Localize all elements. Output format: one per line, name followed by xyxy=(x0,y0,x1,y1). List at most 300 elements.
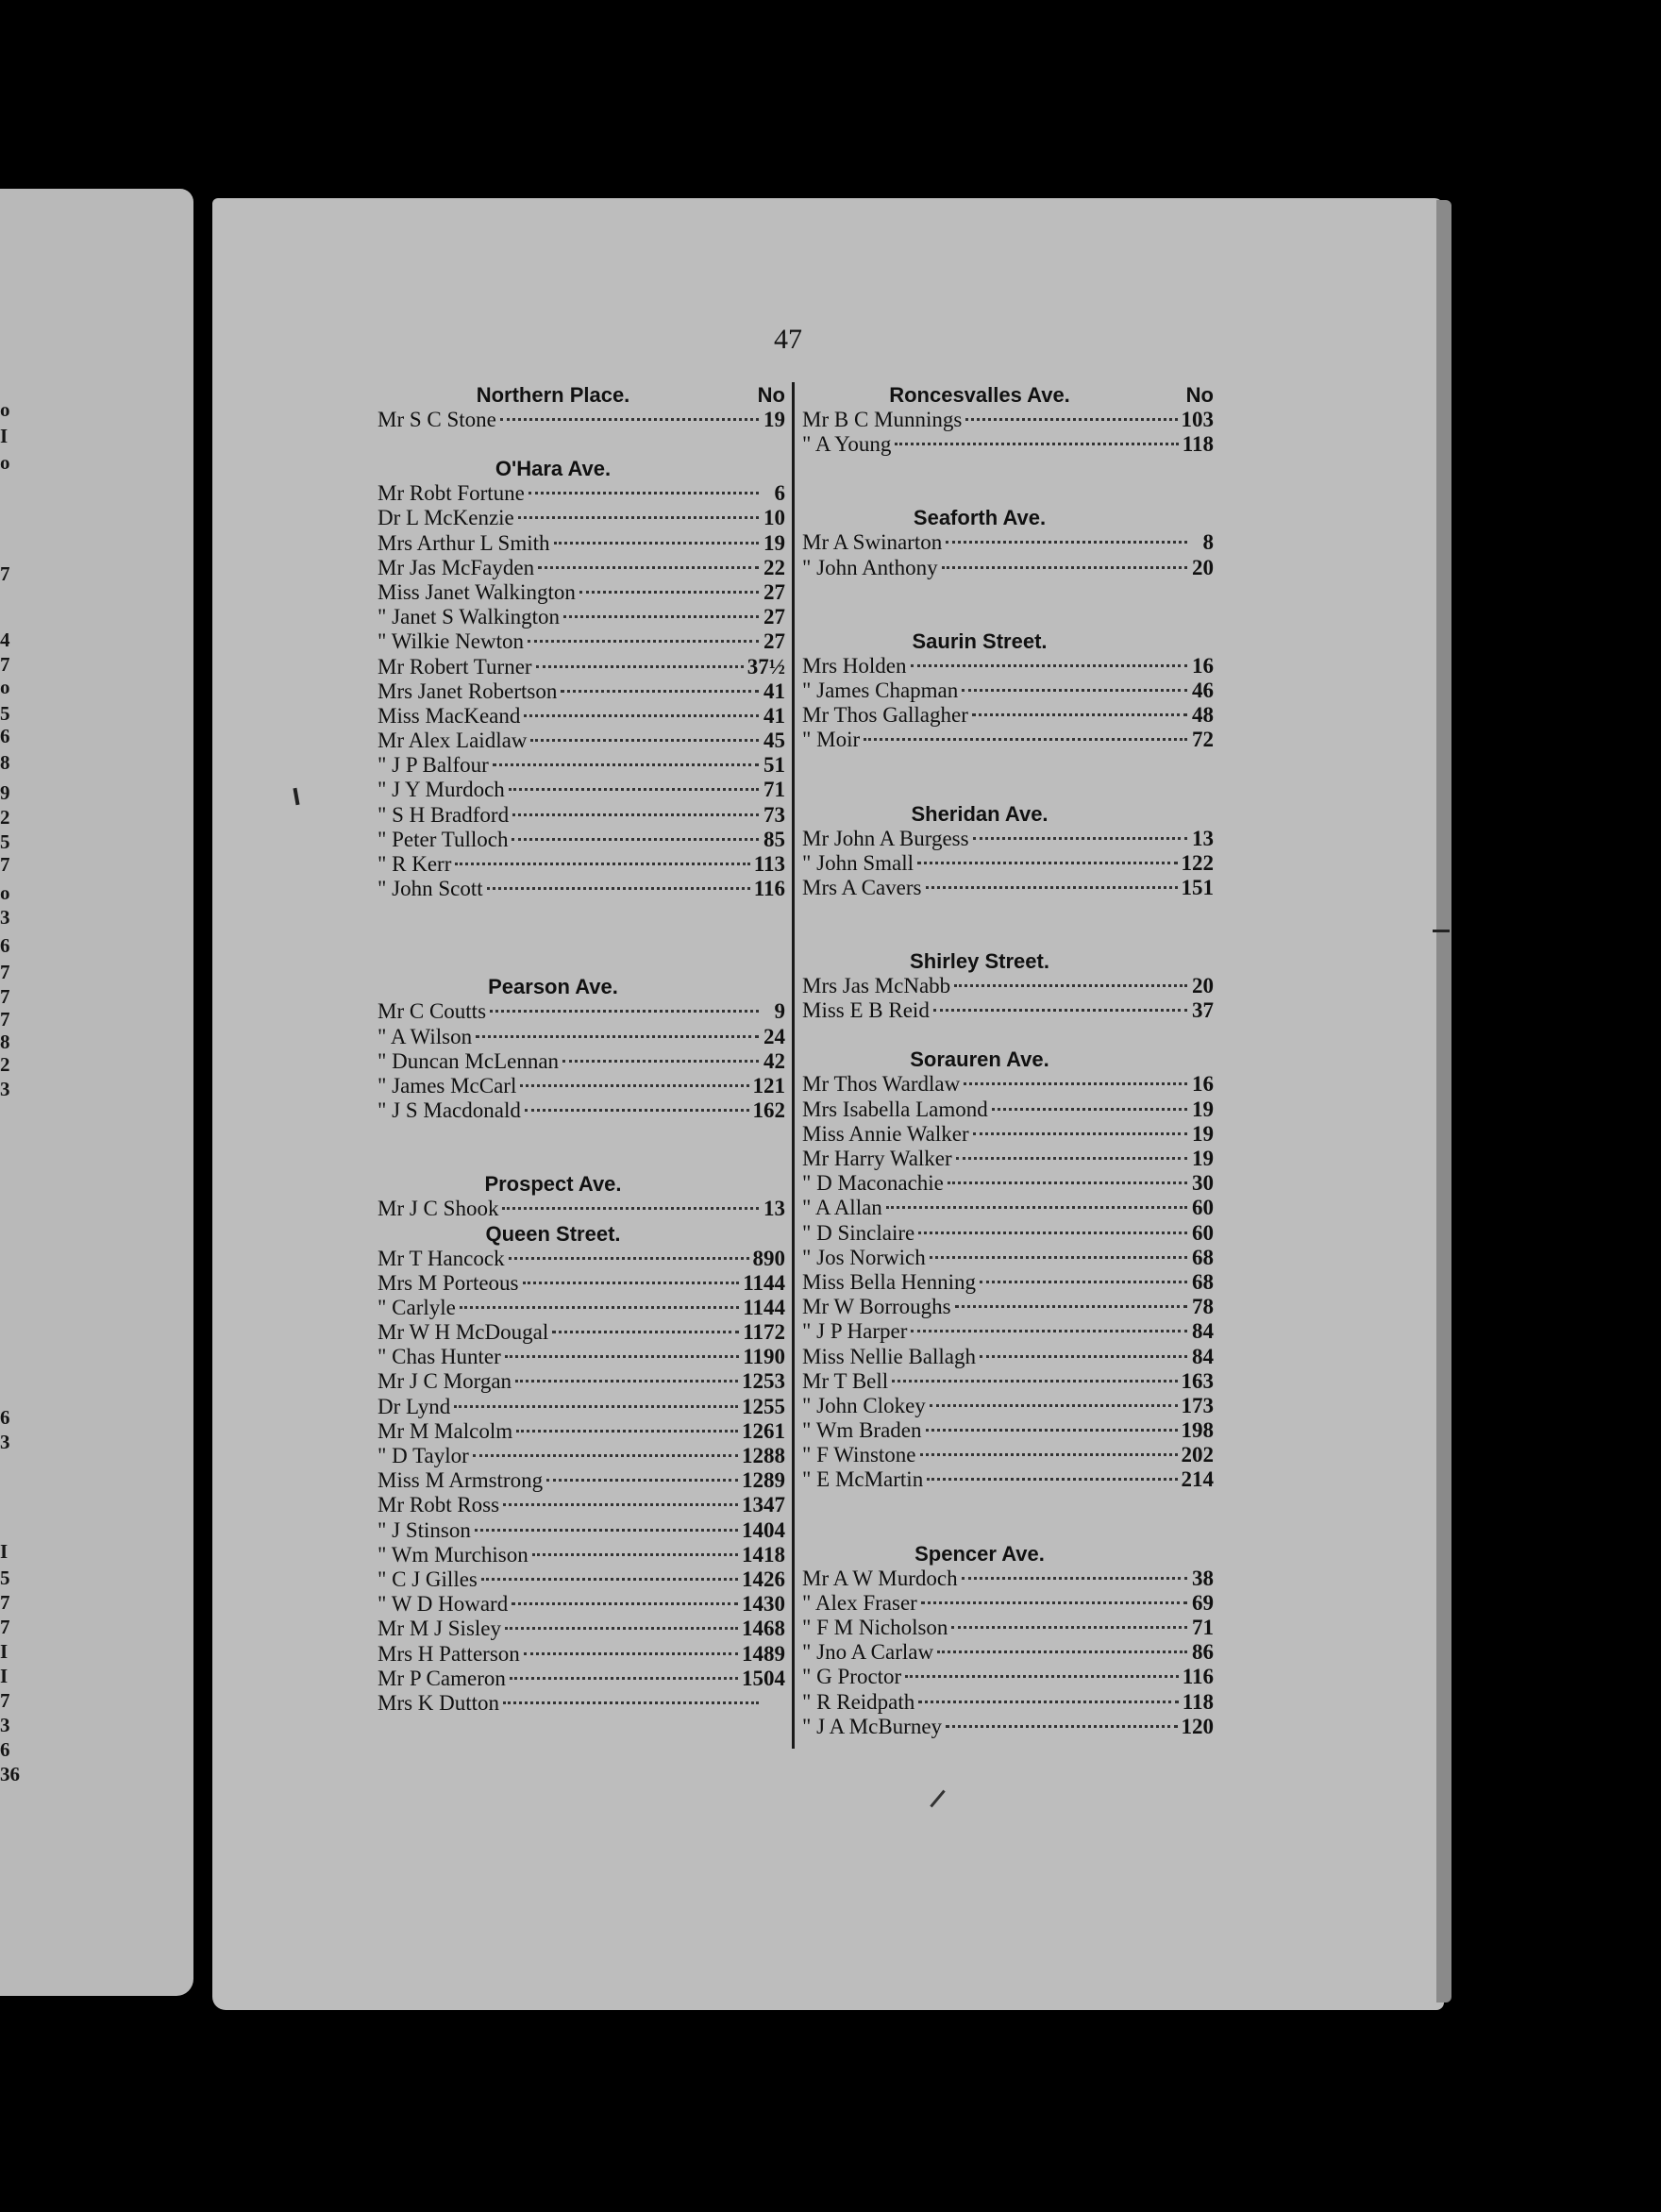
directory-entry xyxy=(802,851,1214,876)
house-number: 1190 xyxy=(743,1345,785,1369)
leader-dots xyxy=(962,689,1187,692)
directory-entry xyxy=(802,1418,1214,1443)
leader-dots xyxy=(528,640,759,643)
house-number: 1289 xyxy=(742,1468,785,1493)
resident-name: " J S Macdonald xyxy=(378,1098,521,1123)
house-number: 121 xyxy=(752,1073,785,1098)
resident-name: " Jno A Carlaw xyxy=(802,1640,934,1665)
house-number: 890 xyxy=(752,1246,785,1270)
resident-name: Mrs Isabella Lamond xyxy=(802,1097,988,1121)
directory-entry xyxy=(378,1667,785,1691)
directory-entry xyxy=(378,1049,785,1074)
leader-dots xyxy=(552,1331,739,1333)
resident-name: Mr T Hancock xyxy=(378,1246,505,1270)
leader-dots xyxy=(503,1503,738,1506)
resident-name: " Carlyle xyxy=(378,1295,456,1319)
directory-entry xyxy=(802,827,1214,851)
resident-name: Mrs Holden xyxy=(802,653,907,678)
resident-name: " J Stinson xyxy=(378,1517,471,1542)
directory-entry xyxy=(378,556,785,580)
leader-dots xyxy=(579,591,759,594)
resident-name: " F M Nicholson xyxy=(802,1616,948,1639)
house-number: 151 xyxy=(1181,875,1214,899)
leader-dots xyxy=(518,516,759,519)
house-number: 1255 xyxy=(742,1394,785,1418)
resident-name: Miss Janet Walkington xyxy=(378,579,576,604)
directory-entry xyxy=(378,506,785,530)
leader-dots xyxy=(476,1035,759,1038)
street-heading xyxy=(802,802,1214,827)
street-name: O'Hara Ave. xyxy=(495,457,612,481)
left-column xyxy=(378,383,785,1716)
resident-name: Mr Thos Wardlaw xyxy=(802,1072,961,1097)
directory-entry xyxy=(378,753,785,778)
leader-dots xyxy=(538,566,759,569)
leader-dots xyxy=(956,1157,1187,1160)
house-number: 103 xyxy=(1181,408,1214,431)
leader-dots xyxy=(512,1602,738,1605)
facing-page-number: 8 xyxy=(0,1031,10,1053)
leader-dots xyxy=(523,1282,740,1284)
leader-dots xyxy=(505,1627,738,1630)
directory-entry xyxy=(378,679,785,704)
resident-name: Mr John A Burgess xyxy=(802,826,969,850)
house-number: 162 xyxy=(752,1098,785,1123)
resident-name: " J A McBurney xyxy=(802,1714,943,1738)
directory-entry xyxy=(378,655,785,679)
facing-page-number: 8 xyxy=(0,751,10,774)
directory-entry xyxy=(378,605,785,629)
facing-page-number: 5 xyxy=(0,1567,10,1589)
facing-page-number: I xyxy=(0,425,8,447)
directory-entry xyxy=(802,1394,1214,1418)
street-heading xyxy=(802,629,1214,654)
directory-entry xyxy=(802,1122,1214,1147)
resident-name: Mrs H Patterson xyxy=(378,1641,520,1666)
resident-name: " Jos Norwich xyxy=(802,1245,926,1269)
leader-dots xyxy=(937,1651,1187,1653)
leader-dots xyxy=(546,1479,738,1482)
directory-entry xyxy=(802,1369,1214,1394)
house-number: 27 xyxy=(763,605,785,629)
resident-name: Mrs M Porteous xyxy=(378,1270,519,1295)
directory-entry xyxy=(378,531,785,556)
page-edge xyxy=(1436,200,1451,2003)
resident-name: " A Allan xyxy=(802,1196,882,1220)
house-number: 1144 xyxy=(743,1270,785,1295)
house-number: 10 xyxy=(763,506,785,530)
house-number: 173 xyxy=(1181,1393,1214,1417)
leader-dots xyxy=(509,1257,749,1260)
section-gap xyxy=(378,1123,785,1172)
house-number: 22 xyxy=(763,555,785,579)
house-number: 16 xyxy=(1192,1072,1214,1097)
house-number: 19 xyxy=(763,530,785,555)
leader-dots xyxy=(524,1652,738,1655)
house-number: 1404 xyxy=(742,1517,785,1542)
house-number: 113 xyxy=(753,852,785,876)
facing-page-number: I xyxy=(0,1665,8,1687)
directory-entry xyxy=(378,1025,785,1049)
house-number: 69 xyxy=(1192,1590,1214,1615)
house-number: 48 xyxy=(1192,703,1214,728)
facing-page-number: 5 xyxy=(0,830,10,853)
leader-dots xyxy=(980,1281,1187,1283)
resident-name: Miss Bella Henning xyxy=(802,1269,976,1294)
leader-dots xyxy=(930,1256,1187,1259)
directory-entry xyxy=(802,1295,1214,1319)
resident-name: Mrs Janet Robertson xyxy=(378,679,558,703)
leader-dots xyxy=(973,837,1187,840)
leader-dots xyxy=(933,1009,1187,1012)
resident-name: " Wm Braden xyxy=(802,1418,922,1443)
directory-entry xyxy=(378,1617,785,1641)
leader-dots xyxy=(918,1232,1187,1234)
resident-name: Mrs K Dutton xyxy=(378,1690,500,1715)
leader-dots xyxy=(972,713,1187,716)
resident-name: Mrs Jas McNabb xyxy=(802,974,951,998)
section-gap xyxy=(802,753,1214,802)
house-number: 51 xyxy=(763,753,785,778)
leader-dots xyxy=(926,886,1178,889)
resident-name: " Chas Hunter xyxy=(378,1345,501,1369)
leader-dots xyxy=(532,1553,738,1556)
directory-entry xyxy=(378,999,785,1024)
street-name: Sorauren Ave. xyxy=(910,1047,1049,1072)
leader-dots xyxy=(500,418,759,421)
directory-entry xyxy=(378,1493,785,1517)
leader-dots xyxy=(926,1429,1178,1432)
house-number: 20 xyxy=(1192,974,1214,998)
directory-entry xyxy=(802,974,1214,998)
directory-entry xyxy=(802,703,1214,728)
house-number: 73 xyxy=(763,802,785,827)
house-number: 86 xyxy=(1192,1640,1214,1665)
resident-name: Miss E B Reid xyxy=(802,998,930,1023)
section-gap xyxy=(802,900,1214,949)
house-number: 9 xyxy=(774,999,785,1024)
house-number: 6 xyxy=(774,481,785,506)
resident-name: Mr M J Sisley xyxy=(378,1617,501,1641)
house-number: 27 xyxy=(763,579,785,604)
leader-dots xyxy=(563,615,759,618)
resident-name: " R Kerr xyxy=(378,852,452,876)
resident-name: Mr Alex Laidlaw xyxy=(378,729,528,753)
number-column-label: No xyxy=(1185,383,1214,407)
leader-dots xyxy=(554,542,759,545)
house-number: 1253 xyxy=(742,1369,785,1394)
facing-page-number: 3 xyxy=(0,1078,10,1100)
street-name: Shirley Street. xyxy=(910,949,1049,974)
leader-dots xyxy=(921,1601,1187,1604)
resident-name: Mr M Malcolm xyxy=(378,1418,513,1443)
house-number: 38 xyxy=(1192,1566,1214,1590)
resident-name: Miss MacKeand xyxy=(378,703,521,728)
house-number: 41 xyxy=(763,679,785,703)
leader-dots xyxy=(864,738,1187,741)
house-number: 1144 xyxy=(743,1295,785,1319)
leader-dots xyxy=(505,1355,740,1358)
house-number: 118 xyxy=(1182,432,1214,457)
house-number: 41 xyxy=(763,703,785,728)
section-gap xyxy=(378,432,785,457)
resident-name: Mr Robt Ross xyxy=(378,1493,500,1517)
facing-page-number: o xyxy=(0,676,10,698)
house-number: 27 xyxy=(763,629,785,654)
resident-name: Mrs Arthur L Smith xyxy=(378,530,550,555)
leader-dots xyxy=(525,1109,749,1112)
facing-page-number: 5 xyxy=(0,702,10,725)
directory-entry xyxy=(802,432,1214,457)
section-gap xyxy=(802,1493,1214,1542)
directory-entry xyxy=(802,1467,1214,1492)
directory-entry xyxy=(378,1642,785,1667)
street-heading xyxy=(378,975,785,999)
facing-page-number: 7 xyxy=(0,1689,10,1712)
directory-entry xyxy=(378,877,785,901)
directory-entry xyxy=(802,679,1214,703)
directory-entry xyxy=(378,1345,785,1369)
right-column xyxy=(802,383,1214,1739)
house-number: 1504 xyxy=(742,1666,785,1690)
leader-dots xyxy=(512,838,759,841)
directory-entry xyxy=(802,876,1214,900)
facing-page-number: 7 xyxy=(0,1008,10,1031)
house-number: 71 xyxy=(763,778,785,802)
directory-entry xyxy=(802,1196,1214,1220)
leader-dots xyxy=(487,887,750,890)
resident-name: " Moir xyxy=(802,728,861,752)
leader-dots xyxy=(911,664,1187,667)
leader-dots xyxy=(509,788,759,791)
house-number: 122 xyxy=(1181,850,1214,875)
facing-page-number: I xyxy=(0,1540,8,1563)
house-number: 72 xyxy=(1192,728,1214,752)
directory-entry xyxy=(378,852,785,877)
street-name: Pearson Ave. xyxy=(488,975,618,999)
street-name: Sheridan Ave. xyxy=(911,801,1049,826)
street-heading xyxy=(802,506,1214,530)
resident-name: Mrs A Cavers xyxy=(802,875,922,899)
directory-entry xyxy=(378,828,785,852)
directory-entry xyxy=(378,803,785,828)
house-number: 13 xyxy=(763,1197,785,1221)
house-number: 78 xyxy=(1192,1295,1214,1319)
house-number: 42 xyxy=(763,1048,785,1073)
resident-name: Mr T Bell xyxy=(802,1368,889,1393)
house-number: 1288 xyxy=(742,1444,785,1467)
leader-dots xyxy=(475,1529,738,1532)
resident-name: " J P Balfour xyxy=(378,753,489,778)
directory-entry xyxy=(802,530,1214,555)
house-number: 116 xyxy=(1182,1665,1214,1689)
facing-page-number: 2 xyxy=(0,806,10,829)
leader-dots xyxy=(886,1206,1187,1209)
facing-page-number: o xyxy=(0,881,10,904)
section-gap xyxy=(802,457,1214,506)
resident-name: " Peter Tulloch xyxy=(378,827,509,851)
leader-dots xyxy=(920,1453,1178,1456)
facing-page-number: 6 xyxy=(0,934,10,957)
directory-entry xyxy=(802,1665,1214,1689)
leader-dots xyxy=(992,1108,1187,1111)
house-number: 116 xyxy=(753,877,785,901)
house-number: 16 xyxy=(1192,653,1214,678)
house-number: 19 xyxy=(1192,1097,1214,1121)
leader-dots xyxy=(918,1701,1178,1703)
directory-entry xyxy=(378,1592,785,1617)
number-column-label: No xyxy=(757,383,785,407)
directory-entry xyxy=(378,1271,785,1296)
leader-dots xyxy=(561,690,759,693)
leader-dots xyxy=(516,1430,738,1433)
leader-dots xyxy=(927,1478,1177,1481)
directory-entry xyxy=(378,1691,785,1716)
house-number: 1430 xyxy=(742,1592,785,1617)
directory-entry xyxy=(802,1098,1214,1122)
leader-dots xyxy=(455,863,749,865)
facing-page-number: 7 xyxy=(0,961,10,983)
facing-page-number: 7 xyxy=(0,562,10,585)
resident-name: Mr Robt Fortune xyxy=(378,481,525,506)
section-gap xyxy=(802,580,1214,629)
house-number: 19 xyxy=(1192,1121,1214,1146)
street-name: Saurin Street. xyxy=(912,628,1048,653)
resident-name: Mr J C Shook xyxy=(378,1197,499,1221)
resident-name: Dr Lynd xyxy=(378,1394,451,1418)
facing-page-number: I xyxy=(0,1640,8,1663)
street-heading xyxy=(378,1222,785,1247)
directory-entry xyxy=(802,408,1214,432)
leader-dots xyxy=(948,1181,1187,1184)
directory-entry xyxy=(802,556,1214,580)
directory-entry xyxy=(378,580,785,605)
directory-entry xyxy=(378,778,785,802)
facing-page-number: o xyxy=(0,398,10,421)
resident-name: " A Young xyxy=(802,432,892,457)
house-number: 198 xyxy=(1181,1418,1214,1443)
directory-entry xyxy=(802,1221,1214,1246)
column-divider xyxy=(792,382,795,1749)
resident-name: Mr Robert Turner xyxy=(378,654,532,679)
facing-page-number: 9 xyxy=(0,781,10,804)
resident-name: " Alex Fraser xyxy=(802,1590,917,1615)
directory-entry xyxy=(802,1715,1214,1739)
directory-entry xyxy=(802,1567,1214,1591)
directory-entry xyxy=(378,1369,785,1394)
directory-entry xyxy=(378,704,785,729)
leader-dots xyxy=(524,714,759,717)
street-heading xyxy=(378,383,785,408)
house-number: 19 xyxy=(1192,1147,1214,1170)
house-number: 24 xyxy=(763,1024,785,1048)
directory-entry xyxy=(378,1567,785,1592)
house-number: 30 xyxy=(1192,1171,1214,1196)
directory-entry xyxy=(378,408,785,432)
street-heading xyxy=(802,949,1214,974)
resident-name: Mr S C Stone xyxy=(378,408,496,431)
leader-dots xyxy=(481,1578,738,1581)
directory-entry xyxy=(378,1247,785,1271)
leader-dots xyxy=(892,1380,1177,1382)
street-heading xyxy=(802,1542,1214,1567)
house-number: 37 xyxy=(1192,998,1214,1023)
leader-dots xyxy=(946,541,1187,544)
leader-dots xyxy=(942,566,1187,569)
facing-page-number: 7 xyxy=(0,853,10,876)
directory-entry xyxy=(802,654,1214,679)
facing-page-numbers xyxy=(0,189,193,1996)
leader-dots xyxy=(460,1306,739,1309)
resident-name: " John Scott xyxy=(378,877,483,901)
house-number: 202 xyxy=(1181,1443,1214,1467)
leader-dots xyxy=(473,1454,738,1457)
resident-name: " D Maconachie xyxy=(802,1171,944,1196)
leader-dots xyxy=(955,1305,1187,1308)
directory-entry xyxy=(802,1246,1214,1270)
facing-page-number: 3 xyxy=(0,1714,10,1736)
house-number: 68 xyxy=(1192,1269,1214,1294)
leader-dots xyxy=(905,1675,1179,1678)
resident-name: Mr W H McDougal xyxy=(378,1320,549,1345)
resident-name: " Janet S Walkington xyxy=(378,605,561,629)
street-heading xyxy=(802,1047,1214,1072)
house-number: 46 xyxy=(1192,678,1214,702)
resident-name: Miss Annie Walker xyxy=(802,1121,969,1146)
resident-name: " G Proctor xyxy=(802,1665,902,1689)
leader-dots xyxy=(973,1132,1187,1135)
house-number: 1347 xyxy=(742,1493,785,1517)
leader-dots xyxy=(503,1701,759,1704)
leader-dots xyxy=(490,1010,759,1013)
leader-dots xyxy=(536,665,744,668)
facing-page-number: 7 xyxy=(0,985,10,1008)
street-name: Seaforth Ave. xyxy=(913,506,1047,530)
leader-dots xyxy=(515,1380,738,1382)
resident-name: " D Sinclaire xyxy=(802,1220,915,1245)
resident-name: " W D Howard xyxy=(378,1592,509,1617)
street-name: Roncesvalles Ave. xyxy=(889,383,1070,407)
house-number: 163 xyxy=(1181,1368,1214,1393)
house-number: 20 xyxy=(1192,555,1214,579)
leader-dots xyxy=(962,1577,1187,1580)
street-name: Northern Place. xyxy=(476,383,630,407)
leader-dots xyxy=(954,984,1187,987)
directory-entry xyxy=(802,1319,1214,1344)
directory-entry xyxy=(802,1171,1214,1196)
house-number: 19 xyxy=(763,408,785,431)
house-number: 1261 xyxy=(742,1418,785,1443)
leader-dots xyxy=(528,492,759,494)
leader-dots xyxy=(930,1404,1178,1407)
directory-entry xyxy=(378,1518,785,1543)
street-name: Prospect Ave. xyxy=(484,1172,622,1197)
facing-page-number: 7 xyxy=(0,1616,10,1638)
resident-name: Miss M Armstrong xyxy=(378,1468,544,1493)
resident-name: " James Chapman xyxy=(802,678,959,702)
street-name: Queen Street. xyxy=(485,1221,621,1246)
facing-page-number: 6 xyxy=(0,1738,10,1761)
resident-name: " John Anthony xyxy=(802,555,938,579)
directory-entry xyxy=(802,1690,1214,1715)
house-number: 71 xyxy=(1192,1616,1214,1639)
house-number: 1489 xyxy=(742,1641,785,1666)
resident-name: " James McCarl xyxy=(378,1073,517,1098)
house-number: 118 xyxy=(1182,1689,1214,1714)
resident-name: " Wilkie Newton xyxy=(378,629,524,654)
house-number: 60 xyxy=(1192,1220,1214,1245)
facing-page-number: 3 xyxy=(0,1431,10,1453)
